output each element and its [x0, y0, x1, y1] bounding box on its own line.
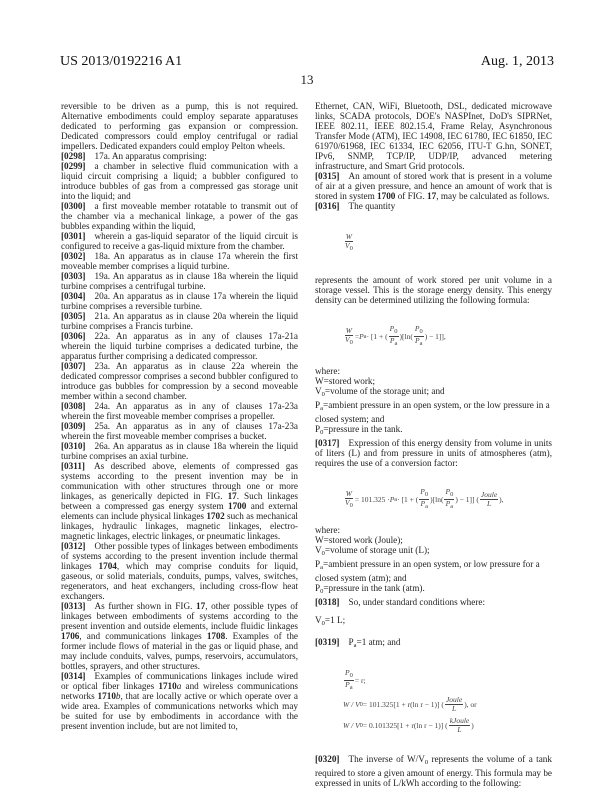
text-run: 21a. An apparatus as in clause 20a wherein the liquid turbine comprises a Francis turbine.	[61, 311, 298, 331]
denominator	[344, 499, 354, 510]
paragraph-number: [0310]	[61, 441, 86, 451]
denominator	[451, 705, 457, 713]
paragraph-body	[343, 233, 355, 253]
fraction	[419, 488, 429, 511]
paragraph-body	[343, 717, 474, 734]
paragraph-body	[61, 271, 298, 291]
paragraph-body	[61, 231, 298, 251]
text-run: P	[389, 494, 395, 504]
paragraph-number: [0308]	[61, 401, 86, 411]
denominator	[344, 336, 354, 347]
text-run: Other possible types of linkages between embodiments of systems according to the present invention include thermal linkages	[61, 541, 298, 571]
text-run: ), or	[464, 699, 477, 709]
subscript: 0	[321, 391, 325, 398]
denominator	[389, 337, 398, 348]
text-run: So, under standard conditions where:	[348, 597, 486, 607]
paragraph	[61, 331, 298, 361]
subscript: 0	[349, 501, 353, 509]
text-run: =pressure in the tank.	[323, 424, 403, 434]
definition-line	[315, 583, 552, 597]
subscript: a	[349, 684, 353, 691]
text-run: represents the amount of work stored per unit volume in a storage vessel. This is the storage energy density. This energy density can be determined utilizing the following formula:	[315, 275, 552, 305]
text-run: =ambient pressure in an open system, or low pressure for a closed system (atm); and	[315, 559, 540, 583]
equation	[315, 669, 552, 692]
paragraph-body	[61, 441, 298, 461]
text-run: = r;	[354, 675, 366, 685]
paragraph-number: [0305]	[61, 311, 86, 321]
definition-line	[315, 535, 552, 545]
paragraph	[315, 171, 552, 201]
paragraph-body	[315, 101, 552, 171]
text-run: P	[315, 400, 321, 410]
paragraph-number: [0300]	[61, 201, 86, 211]
text-run: a	[176, 681, 182, 691]
text-run: P	[414, 324, 420, 333]
paragraph-body	[315, 438, 552, 468]
subscript: 0	[419, 328, 423, 335]
definition-line	[315, 545, 552, 559]
paragraph	[61, 401, 298, 421]
subscript: 0	[349, 338, 353, 346]
text-run: =pressure in the tank (atm).	[323, 583, 425, 593]
paragraph	[61, 311, 298, 331]
paragraph	[61, 361, 298, 401]
text-run: Joule	[480, 490, 498, 499]
text-run: V	[315, 545, 322, 555]
text-run: )[ln(	[399, 331, 413, 341]
text-run: , and communications linkages	[79, 631, 207, 641]
paragraph-number: [0317]	[315, 438, 340, 448]
text-run: P	[389, 324, 395, 333]
text-run: P	[445, 499, 451, 508]
subscript: 0	[349, 672, 353, 679]
text-run: 20a. An apparatus as in clause 17a wherein the liquid turbine comprises a reversible turbine.	[61, 291, 298, 311]
text-run: =1 L;	[324, 615, 346, 625]
fraction	[344, 233, 354, 253]
definition-line	[315, 424, 552, 438]
paragraph-body	[315, 559, 540, 583]
subscript: 0	[394, 328, 398, 335]
equation	[315, 717, 552, 734]
paragraph-number: [0311]	[61, 461, 85, 471]
text-run: L	[486, 499, 492, 508]
fraction	[444, 488, 454, 511]
definition-line	[315, 376, 552, 386]
paragraph	[61, 101, 298, 151]
fraction	[414, 325, 424, 348]
denominator	[414, 337, 423, 348]
text-run: An amount of stored work that is present in a volume of air at a given pressure, and hence an amount of work that is stored in system	[315, 171, 552, 201]
paragraph-body	[61, 601, 298, 671]
fraction	[344, 490, 354, 510]
text-run: Ethernet, CAN, WiFi, Bluetooth, DSL, dedicated microwave links, SCADA protocols, DOE's NASPInet, DoD's SIPRNet, IEEE 802.11, IEEE 802.15.4, Frame Relay, Asynchronous Transfer Mode (ATM), IEC 14908, IEC 61780, IEC 61850, IEC 61970/61968, IEC 61334, IEC 62056, ITU-T G.hn, SONET, IPv6, SNMP, TCP/IP, UDP/IP, advanced metering infrastructure, and Smart Grid protocols.	[315, 101, 552, 171]
paragraph-number: [0318]	[315, 597, 340, 607]
paragraph-body	[61, 101, 298, 151]
subscript: 0	[321, 550, 325, 557]
paragraph-number: [0304]	[61, 291, 86, 301]
fraction	[344, 669, 354, 692]
text-run: where:	[315, 525, 340, 535]
paragraph-body	[61, 421, 298, 441]
text-run: Expression of this energy density from volume in units of liters (L) and from pressure in units of atmospheres (atm), requires the use of a conversion factor:	[315, 438, 552, 468]
definition-line	[315, 400, 552, 424]
left-column	[61, 101, 298, 731]
text-run: As further shown in FIG.	[94, 601, 197, 611]
paragraph	[61, 201, 298, 231]
paragraph-body	[61, 251, 298, 271]
paragraph-body	[61, 311, 298, 331]
reference-numeral: 1706	[61, 631, 80, 641]
paragraph	[61, 421, 298, 441]
paragraph-number: [0302]	[61, 251, 86, 261]
reference-numeral: 1700	[377, 191, 396, 201]
paragraph-body	[61, 461, 298, 541]
text-run: P	[348, 637, 354, 647]
reference-numeral: 17	[227, 491, 237, 501]
fraction	[449, 717, 471, 734]
fraction	[445, 696, 463, 713]
text-run: , which may comprise conduits for liquid, gaseous, or solid materials, conduits, pumps, valves, switches, regenerators, and heat exchangers, including cross-flow heat exchangers.	[61, 561, 298, 601]
text-run: P	[415, 336, 420, 345]
text-run: As described above, elements of compressed gas systems according to the present invention may be in communication with other structures through one or more linkages, as generically depicted in FIG.	[61, 461, 298, 501]
text-run: · [1 + (	[397, 494, 419, 504]
paragraph	[61, 671, 298, 731]
reference-numeral: 1704	[98, 561, 117, 571]
paragraph-number: [0315]	[315, 171, 340, 181]
text-run: P	[345, 668, 350, 677]
paragraph	[61, 231, 298, 251]
paragraph-body	[61, 401, 298, 421]
text-run: 25a. An apparatus as in any of clauses 17a-23a wherein the first moveable member comprises a bucket.	[61, 421, 298, 441]
paragraph	[315, 438, 552, 468]
paragraph-body	[61, 291, 298, 311]
equation	[315, 233, 552, 253]
paragraph	[61, 541, 298, 601]
text-run: W / V	[343, 699, 360, 709]
paragraph-number: [0303]	[61, 271, 86, 281]
text-run: W	[345, 325, 353, 335]
paragraph-body	[61, 331, 298, 361]
text-run: P	[389, 336, 395, 345]
subscript: a	[353, 642, 357, 649]
equation	[315, 488, 552, 511]
text-run: b	[115, 691, 121, 701]
paragraph	[315, 101, 552, 171]
text-run: The quantity	[348, 201, 396, 211]
definition-line	[315, 366, 552, 376]
text-run: and wireless communications networks	[61, 681, 298, 701]
definition-line	[315, 615, 552, 629]
paragraph	[61, 251, 298, 271]
text-run: 23a. An apparatus as in clause 22a wherein the dedicated compressor comprises a second bubbler configured to introduce gas bubbles for compression by a second moveable member within a second chamber.	[61, 361, 298, 401]
paragraph-body	[315, 545, 430, 555]
paragraph-body	[343, 488, 504, 511]
text-run: 19a. An apparatus as in clause 18a wherein the liquid turbine comprises a centrifugal turbine.	[61, 271, 298, 291]
text-run: W	[345, 232, 353, 241]
subscript: a	[394, 340, 398, 347]
text-run: ) − 1]],	[424, 331, 446, 341]
text-run: L	[457, 725, 462, 734]
paragraph-body	[343, 325, 446, 348]
text-run: 22a. An apparatus as in any of clauses 17a-21a wherein the liquid turbine comprises a dedicated turbine, the apparatus further comprising a dedicated compressor.	[61, 331, 298, 361]
reference-numeral: 1710	[97, 691, 116, 701]
text-run: represents the volume of a tank required to store a given amount of energy. This formula may be expressed in units of L/kWh according to the following:	[315, 754, 552, 788]
paragraph-number: [0312]	[61, 541, 86, 551]
text-run: , that are locally active or which operate over a wide area. Examples of communications networks which may be suited for use by embodiments in accordance with the present invention include, but are not limited to,	[61, 691, 299, 731]
text-run: P	[359, 331, 364, 341]
subscript: a	[363, 332, 367, 340]
text-run: V	[345, 334, 350, 344]
paragraph-body	[315, 615, 345, 625]
text-run: 24a. An apparatus as in any of clauses 17a-23a wherein the first moveable member comprises a propeller.	[61, 401, 298, 421]
reference-numeral: 17	[196, 601, 206, 611]
paragraph-number: [0301]	[61, 231, 86, 241]
paragraph-number: [0314]	[61, 671, 86, 681]
publication-date: Aug. 1, 2013	[480, 54, 554, 69]
text-run: P	[420, 487, 425, 496]
text-run: = 101.325[1 + r(ln r − 1)] (	[362, 699, 444, 709]
paragraph-body	[315, 535, 403, 545]
text-run: )[ln(	[430, 494, 444, 504]
text-run: = 0.101325[1 + r(ln r − 1)] (	[362, 720, 448, 730]
paragraph-number: [0306]	[61, 331, 86, 341]
subscript: 0	[450, 491, 454, 498]
text-run: W=stored work (Joule);	[315, 535, 403, 545]
paragraph	[61, 441, 298, 461]
text-run: W	[345, 488, 353, 498]
reference-numeral: 1700	[227, 501, 247, 511]
paragraph-body	[61, 161, 298, 201]
subscript: a	[425, 503, 428, 510]
text-run: =volume of storage unit (L);	[324, 545, 430, 555]
equation	[315, 325, 552, 348]
reference-numeral: 17	[427, 191, 437, 201]
paragraph-number: [0320]	[315, 754, 340, 764]
text-run: =volume of the storage unit; and	[324, 386, 445, 396]
text-run: . Examples of the former include flows of material in the gas or liquid phase, and may include conduits, valves, pumps, reservoirs, accumulators, bottles, sprayers, and other structures.	[61, 631, 298, 671]
paragraph-body	[315, 525, 340, 535]
text-run: )	[471, 720, 474, 730]
subscript: 0	[320, 588, 324, 595]
subscript: 0	[424, 759, 429, 766]
paragraph	[315, 597, 552, 607]
subscript: 0	[321, 620, 325, 627]
paragraph-number: [0298]	[61, 151, 86, 161]
paragraph-number: [0319]	[315, 637, 340, 647]
text-run: reversible to be driven as a pump, this is not required. Alternative embodiments could employ separate apparatuses dedicated to performing gas expansion or compression. Dedicated compressors could employ centrifugal or radial impellers. Dedicated expanders could employ Pelton wheels.	[61, 101, 298, 151]
text-run: P	[345, 680, 350, 689]
paragraph-body	[315, 400, 550, 424]
paragraph-number: [0307]	[61, 361, 86, 371]
text-run: P	[315, 559, 321, 569]
denominator	[445, 500, 454, 511]
denominator	[344, 242, 354, 253]
text-run: of FIG.	[395, 191, 428, 201]
text-run: =1 atm; and	[356, 637, 401, 647]
paragraph-body	[315, 583, 425, 593]
subscript: a	[450, 503, 454, 510]
text-run: Examples of communications linkages include wired or optical fiber linkages	[61, 671, 298, 691]
text-run: P	[445, 487, 451, 496]
paragraph	[61, 291, 298, 311]
paragraph-body	[315, 275, 552, 305]
subscript: a	[394, 495, 398, 503]
reference-numeral: 1708	[206, 631, 226, 641]
denominator	[344, 681, 353, 692]
text-run: 26a. An apparatus as in clause 18a wherein the liquid turbine comprises an axial turbine.	[61, 441, 298, 461]
text-run: V	[315, 386, 322, 396]
text-run: , other possible types of linkages between embodiments of systems according to the present invention and outside elements, include fluidic linkages	[61, 601, 298, 631]
text-run: · [1 + (	[366, 331, 388, 341]
paragraph-number: [0309]	[61, 421, 86, 431]
paragraph-body	[349, 597, 486, 607]
subscript: 0	[359, 700, 363, 708]
reference-numeral: 1702	[206, 511, 225, 521]
paragraph	[315, 754, 552, 788]
fraction	[344, 327, 354, 347]
subscript: 0	[349, 245, 353, 252]
text-run: V	[345, 497, 350, 507]
text-run: ),	[499, 494, 504, 504]
text-run: V	[345, 241, 350, 250]
text-run: a first moveable member rotatable to transmit out of the chamber via a mechanical linkage, a power of the gas bubbles expanding within the liquid,	[61, 201, 298, 231]
subscript: a	[320, 405, 324, 412]
paragraph-body	[315, 376, 375, 386]
text-run: wherein a gas-liquid separator of the liquid circuit is configured to receive a gas-liquid mixture from the chamber.	[61, 231, 298, 251]
paragraph	[61, 161, 298, 201]
publication-number: US 2013/0192216 A1	[60, 54, 183, 69]
page-number: 13	[300, 72, 314, 87]
text-run: = 101.325 ·	[354, 494, 390, 504]
definition-line	[315, 386, 552, 400]
paragraph-body	[315, 386, 445, 396]
definition-line	[315, 559, 552, 583]
paragraph-body	[61, 671, 298, 731]
text-run: P	[420, 499, 426, 508]
text-run: =ambient pressure in an open system, or the low pressure in a closed system; and	[315, 400, 550, 424]
subscript: 0	[320, 429, 324, 436]
text-run: Joule	[445, 695, 463, 704]
paragraph-body	[343, 696, 477, 713]
paragraph-number: [0299]	[61, 161, 86, 171]
text-run: V	[315, 615, 322, 625]
text-run: where:	[315, 366, 340, 376]
text-run: W / V	[343, 720, 360, 730]
paragraph	[61, 151, 298, 161]
text-run: L	[451, 704, 457, 713]
paragraph-number: [0313]	[61, 601, 86, 611]
paragraph-body	[61, 541, 298, 601]
paragraph-body	[61, 201, 298, 231]
text-run: 17a. An apparatus comprising:	[94, 151, 207, 161]
paragraph	[61, 601, 298, 671]
paragraph	[61, 461, 298, 541]
text-run: kJoule	[449, 716, 470, 725]
text-run: . Such linkages between a compressed gas energy system	[61, 491, 298, 511]
text-run: P	[315, 424, 321, 434]
text-run: 18a. An apparatus as in clause 17a wherein the first moveable member comprises a liquid turbine.	[61, 251, 298, 271]
denominator	[456, 726, 462, 734]
fraction	[389, 325, 399, 348]
denominator	[486, 500, 492, 508]
denominator	[419, 500, 428, 511]
paragraph	[315, 201, 552, 211]
subscript: 0	[424, 491, 429, 498]
subscript: a	[320, 564, 324, 571]
reference-numeral: 1710	[158, 681, 177, 691]
paragraph-body	[61, 361, 298, 401]
paragraph-body	[315, 171, 552, 201]
right-column	[315, 101, 552, 788]
subscript: a	[419, 340, 423, 347]
paragraph-body	[95, 151, 207, 161]
text-run: , may be calculated as follows.	[436, 191, 550, 201]
text-run: =	[354, 331, 360, 341]
text-run: W=stored work;	[315, 376, 376, 386]
paragraph-body	[315, 424, 403, 434]
text-run: The inverse of W/V	[348, 754, 425, 764]
paragraph	[61, 271, 298, 291]
paragraph-body	[349, 637, 401, 647]
paragraph-body	[315, 366, 340, 376]
paragraph-body	[349, 201, 396, 211]
text-run: a chamber in selective fluid communication with a liquid circuit comprising a liquid; a bubbler configured to introduce bubbles of gas from a compressed gas storage unit into the liquid; and	[61, 161, 298, 201]
paragraph-body	[343, 669, 366, 692]
definition-line	[315, 525, 552, 535]
paragraph	[315, 637, 552, 651]
fraction	[480, 491, 498, 508]
text-run: such as mechanical linkages, hydraulic linkages, magnetic linkages, electro-magnetic linkages, electric linkages, or pneumatic linkages.	[61, 511, 298, 541]
paragraph-number: [0316]	[315, 201, 340, 211]
subscript: 0	[359, 721, 363, 729]
text-run: ) − 1]] (	[455, 494, 479, 504]
paragraph-body	[315, 754, 552, 788]
text-run: and external elements can include physical linkages	[61, 501, 298, 521]
text-run: P	[315, 583, 321, 593]
paragraph	[315, 275, 552, 305]
equation	[315, 696, 552, 713]
